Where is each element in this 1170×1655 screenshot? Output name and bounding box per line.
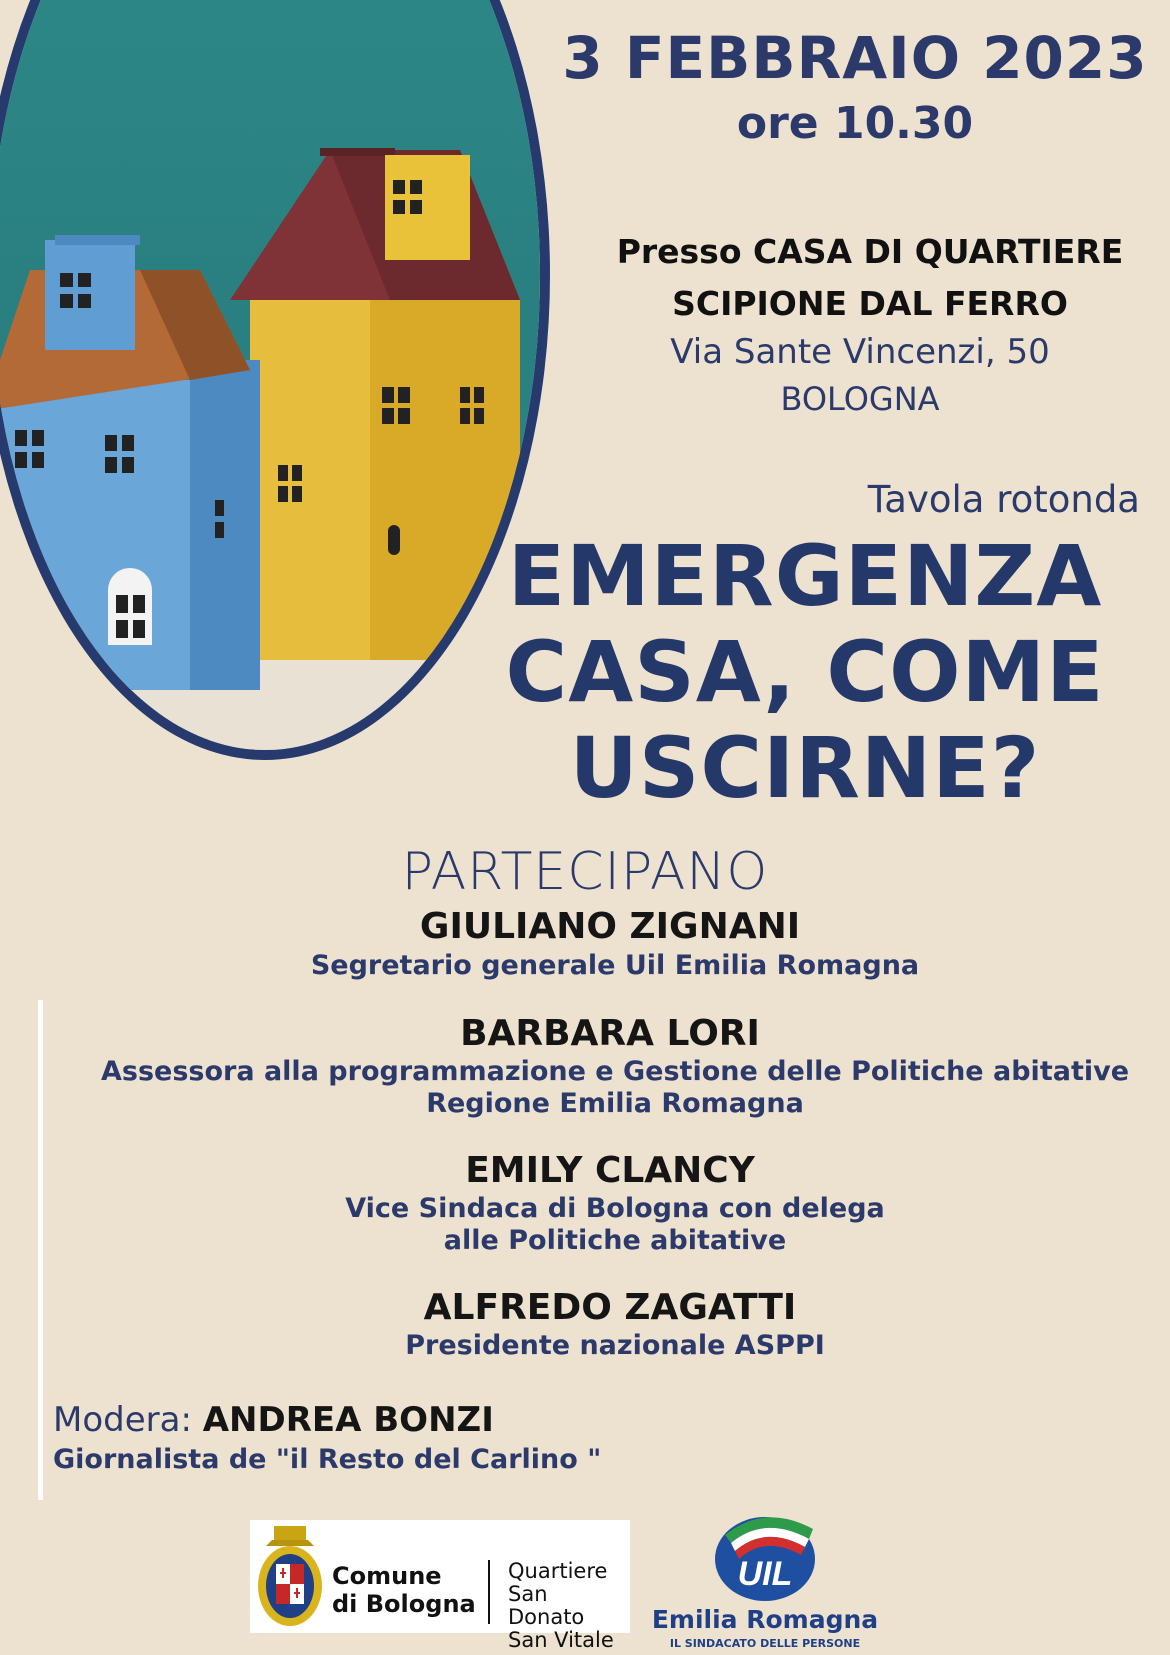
participant-name: BARBARA LORI (460, 1013, 760, 1054)
uil-logo (645, 1505, 885, 1650)
comune-name-line1: Comune (332, 1562, 442, 1590)
venue-line1: Presso CASA DI QUARTIERE (616, 232, 1124, 271)
participant-role: Segretario generale Uil Emilia Romagna (310, 950, 920, 981)
venue-city: BOLOGNA (780, 380, 940, 418)
moderator (53, 1400, 494, 1440)
event-date: 3 FEBBRAIO 2023 (562, 24, 1148, 92)
moderator-role: Giornalista de "il Resto del Carlino " (53, 1444, 602, 1475)
logo-divider (488, 1560, 490, 1624)
event-time: ore 10.30 (736, 98, 974, 149)
comune-bologna-logo (250, 1520, 630, 1652)
participants-heading: PARTECIPANO (401, 842, 769, 902)
uil-region: Emilia Romagna (651, 1605, 879, 1634)
participant-role: Presidente nazionale ASPPI (405, 1330, 825, 1361)
event-subtitle: Tavola rotonda (867, 478, 1140, 521)
quartiere-line2: San Donato (508, 1582, 585, 1629)
moderator-label: Modera: (53, 1400, 192, 1440)
participant-name: EMILY CLANCY (465, 1150, 755, 1191)
participant-name: GIULIANO ZIGNANI (419, 906, 801, 947)
title-line1: EMERGENZA (507, 527, 1103, 625)
bologna-coat-of-arms-icon (254, 1524, 326, 1629)
quartiere-line1: Quartiere (508, 1559, 608, 1583)
uil-tagline: IL SINDACATO DELLE PERSONE (669, 1637, 861, 1650)
uil-letters: UIL (737, 1555, 793, 1593)
quartiere-name (508, 1560, 630, 1652)
participant-role: Vice Sindaca di Bologna con delega (345, 1193, 885, 1224)
participant-role-line2: alle Politiche abitative (443, 1225, 787, 1256)
venue-address: Via Sante Vincenzi, 50 (670, 332, 1050, 372)
quartiere-line3: San Vitale (508, 1628, 614, 1652)
comune-name-line2: di Bologna (332, 1590, 476, 1618)
comune-name (332, 1562, 476, 1618)
venue-line2: SCIPIONE DAL FERRO (672, 284, 1068, 323)
participant-name: ALFREDO ZAGATTI (423, 1287, 797, 1328)
participant-role: Assessora alla programmazione e Gestione delle Politiche abitative (100, 1056, 1130, 1087)
uil-emblem-icon (705, 1505, 825, 1605)
event-title (455, 528, 1155, 816)
blue-house (0, 235, 260, 690)
participant-role-line2: Regione Emilia Romagna (426, 1088, 804, 1119)
title-line2: CASA, COME (505, 623, 1105, 721)
moderator-name: ANDREA BONZI (202, 1400, 494, 1440)
title-line3: USCIRNE? (569, 719, 1041, 817)
decorative-line (38, 1000, 43, 1500)
